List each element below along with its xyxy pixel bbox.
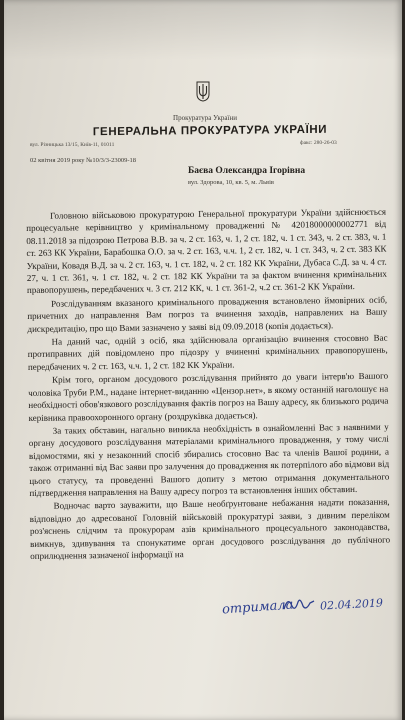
letterhead-address: вул. Різницька 13/15, Київ-11, 01011 xyxy=(30,142,115,148)
body-paragraph: Крім того, органом досудового розслідування прийнято до уваги інтерв'ю Вашого чоловіка Труби Р.М., надане інтернет-виданню «Цензор.нет», в якому останній наголошує на необхідності обов'язкового розслідування фактів погроз на Вашу адресу, як близького родича керівника правоохоронного органу (роздруківка додається). xyxy=(28,370,389,423)
trident-emblem-icon xyxy=(195,80,211,102)
handwritten-signature xyxy=(282,594,316,614)
letter-reference: 02 квітня 2019 року №10/3/3-23009-18 xyxy=(30,157,137,164)
body-paragraph: Головною військовою прокуратурою Генеральної прокуратури України здійснюється процесуальне керівництво у кримінальному провадженні № 42018000000002771 від 08.11.2018 за підозрою Петрова В.В. за ч. 2 ст. 163, ч. 1, 2 ст. 182, ч. 1 ст. 343, ч. 2 ст. 383, ч. 1 ст. 263 КК України, Барабошка О.О. за ч. 2 ст. 163, ч.ч. 1, 2 ст. 182, ч. 1 ст. 343, ч. 2 ст. 383 КК України, Ковадя В.Д. за ч. 2 ст. 163, ч. 1 ст. 182, ч. 2 ст. 182 КК України, Дубаса С.Д. за ч. 4 ст. 27, ч. 1 ст. 361, ч. 1 ст. 182, ч. 2 ст. 182 КК України та за фактом вчинення кримінальних правопорушень, передбачених ч. 3 ст. 212 КК, ч. 1 ст. 361-2, ч.2 ст. 361-2 КК України. xyxy=(26,206,387,296)
letterhead-title: ГЕНЕРАЛЬНА ПРОКУРАТУРА УКРАЇНИ xyxy=(92,123,328,139)
body-paragraph: На даний час, одній з осіб, яка здійснювала організацію вчинення стосовно Вас протиправних дій повідомлено про підозру у вчиненні кримінальних правопорушень, передбачених ч. 2 ст. 163, ч.ч. 1, 2 ст. 182 КК України. xyxy=(27,332,388,372)
paper-shadow xyxy=(4,0,402,60)
body-paragraph: Водночас варто зауважити, що Ваше необґрунтоване небажання надати показання, відповідно до адресованої Головній військовій прокуратурі заяви, з дивним переліком роз'яснень слідчим та прокурорам азів кримінального процесуального законодавства, вимкнув, здивування та спонукатиме орган досудового розслідування до публічного оприлюднення зазначеної інформації на xyxy=(29,496,391,561)
letterhead-subtitle: Прокуратура України xyxy=(173,114,237,122)
recipient-name: Баєва Олександра Ігорівна xyxy=(188,166,306,176)
body-paragraph: Розслідуванням вказаного кримінального провадження встановлено ймовірних осіб, причетних до направлення Вам погроз та вчинення заходів, направлених на Вашу дискредитацію, про що Вами зазначено у заяві від 09.09.2018 (копія додається). xyxy=(27,294,388,334)
body-paragraph: За таких обставин, нагально виникла необхідність в ознайомленні Вас з наявними у органу досудового розслідування матеріалами кримінального провадження, у тому числі відомостями, які у незаконний спосіб збирались стосовно Вас та членів Вашої родини, а також отриманні від Вас заяви про залучення до провадження як потерпілого або відмови від цього статусу, та проведенні Вашого допиту з метою отримання документального підтвердження направлення на Вашу адресу погроз та встановлення інших обставин. xyxy=(28,421,390,498)
handwritten-received-note: отримала xyxy=(221,597,294,618)
letter-body xyxy=(26,206,390,564)
recipient-address: вул. Здорова, 10, кв. 5, м. Львів xyxy=(188,179,274,186)
letterhead-fax: факс: 280-26-03 xyxy=(300,140,337,146)
handwritten-date: 02.04.2019 xyxy=(319,596,384,613)
